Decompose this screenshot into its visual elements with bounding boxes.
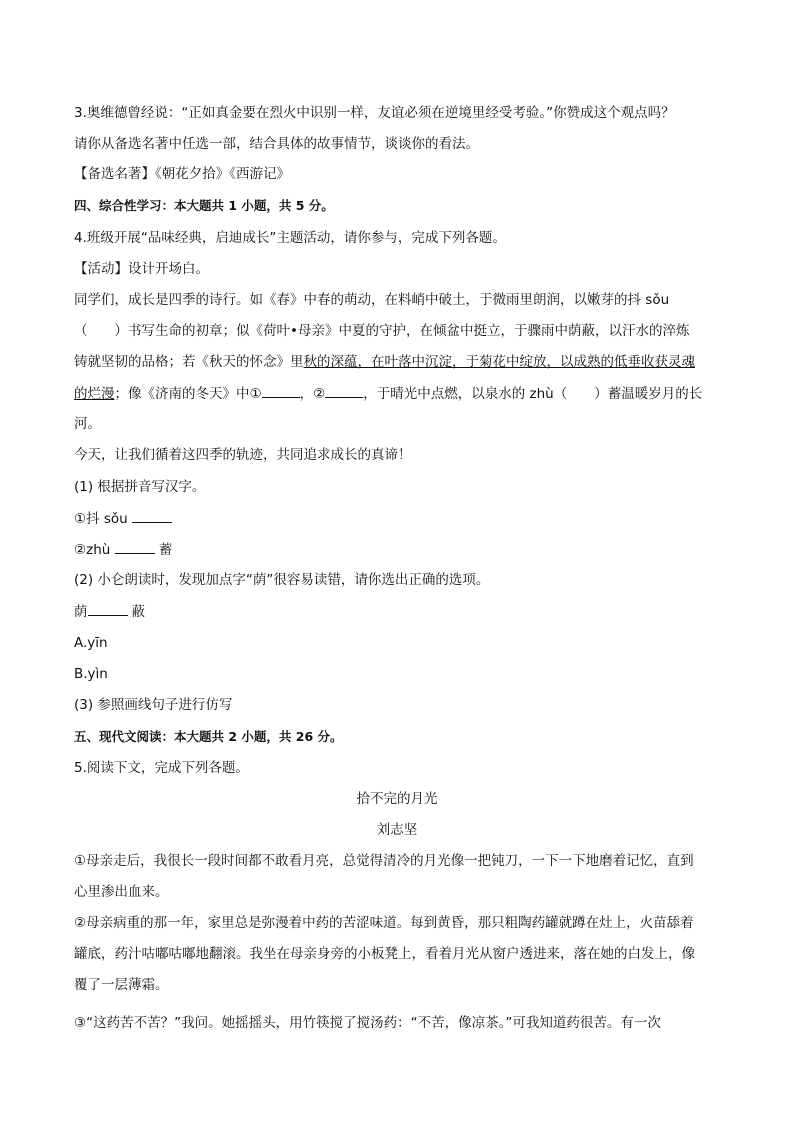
q4-paragraph-line-1: 同学们，成长是四季的诗行。如《春》中春的萌动，在料峭中破土，于微雨里朗润，以嫩芽的抖 sǒu: [74, 292, 670, 308]
q4-paragraph-2: 今天，让我们循着这四季的轨迹，共同追求成长的真谛！: [74, 447, 412, 463]
article-paragraph-1-line-1: ①母亲走后，我很长一段时间都不敢看月亮，总觉得清冷的月光像一把钝刀，一下一下地磨着记忆，直到: [74, 853, 694, 869]
article-paragraph-3-line-1: ③“这药苦不苦？”我问。她摇摇头，用竹筷搅了搅汤药：“不苦，像凉茶。”可我知道药很苦。有一次: [74, 1015, 661, 1031]
item-label: ①抖 sǒu: [74, 511, 128, 527]
article-paragraph-2-line-1: ②母亲病重的那一年，家里总是弥漫着中药的苦涩味道。每到黄昏，那只粗陶药罐就蹲在灶上，火苗舔着: [74, 915, 694, 931]
q4-sub-question-1: (1) 根据拼音写汉字。: [74, 479, 206, 495]
article-paragraph-2-line-2: 罐底，药汁咕嘟咕嘟地翻滚。我坐在母亲身旁的小板凳上，看着月光从窗户透进来，落在她的白发上，像: [74, 946, 695, 962]
q4-paragraph-line-3: [74, 353, 695, 371]
paragraph-text: ；像《济南的冬天》中①: [114, 386, 262, 402]
fill-blank-2[interactable]: [325, 384, 363, 398]
answer-blank[interactable]: [115, 540, 155, 554]
option-b[interactable]: B.yìn: [74, 666, 108, 682]
underlined-sentence: 秋的深蕴，在叶落中沉淀，于菊花中绽放，以成熟的低垂收获灵魂: [303, 354, 695, 370]
article-paragraph-1-line-2: 心里渗出血来。: [74, 884, 169, 900]
item-suffix: 蓄: [158, 542, 173, 558]
q5-intro: 5.阅读下文，完成下列各题。: [74, 760, 249, 776]
fill-blank-1[interactable]: [262, 384, 300, 398]
word-char: 蔽: [131, 604, 145, 620]
q3-line-2: 请你从备选名著中任选一部，结合具体的故事情节，谈谈你的看法。: [74, 136, 479, 152]
q4-paragraph-line-2: （ ）书写生命的初章；似《荷叶•母亲》中夏的守护，在倾盆中挺立，于骤雨中荫蔽，以汗水的淬炼: [74, 323, 690, 339]
paragraph-text: ，②: [299, 386, 326, 402]
q4-sub1-item-a: [74, 509, 172, 528]
paragraph-text: 铸就坚韧的品格；若《秋天的怀念》里: [74, 354, 304, 370]
q4-sub1-item-b: [74, 540, 172, 559]
section-4-heading: 四、综合性学习：本大题共 1 小题，共 5 分。: [74, 198, 334, 213]
article-title: 拾不完的月光: [356, 791, 438, 807]
q4-sub-question-3: (3) 参照画线句子进行仿写: [74, 697, 233, 713]
q3-line-1: 3.奥维德曾经说：“正如真金要在烈火中识别一样，友谊必须在逆境里经受考验。”你赞成这个观点吗？: [74, 105, 675, 121]
q4-sub-question-2: (2) 小仑朗读时，发现加点字“荫”很容易读错，请你选出正确的选项。: [74, 572, 490, 588]
word-char: 荫: [74, 604, 88, 620]
q4-paragraph-line-4: [74, 384, 702, 403]
option-a[interactable]: A.yīn: [74, 635, 108, 651]
answer-blank[interactable]: [88, 602, 128, 616]
answer-blank[interactable]: [132, 509, 172, 523]
q4-intro: 4.班级开展“品味经典，启迪成长”主题活动，请你参与，完成下列各题。: [74, 230, 506, 246]
article-paragraph-2-line-3: 覆了一层薄霜。: [74, 977, 169, 993]
q3-books-line: 【备选名著】《朝花夕拾》《西游记》: [74, 166, 290, 182]
q4-sub2-word: [74, 602, 145, 621]
item-label: ②zhù: [74, 542, 111, 558]
article-author: 刘志坚: [376, 822, 418, 838]
paragraph-text: ，于晴光中点燃，以泉水的 zhù（ ）蓄温暖岁月的长: [363, 386, 703, 402]
q4-activity: 【活动】设计开场白。: [74, 261, 209, 277]
q4-paragraph-line-5: 河。: [74, 416, 101, 432]
section-5-heading: 五、现代文阅读：本大题共 2 小题，共 26 分。: [74, 729, 343, 744]
underlined-sentence-end: 的烂漫: [74, 386, 115, 402]
